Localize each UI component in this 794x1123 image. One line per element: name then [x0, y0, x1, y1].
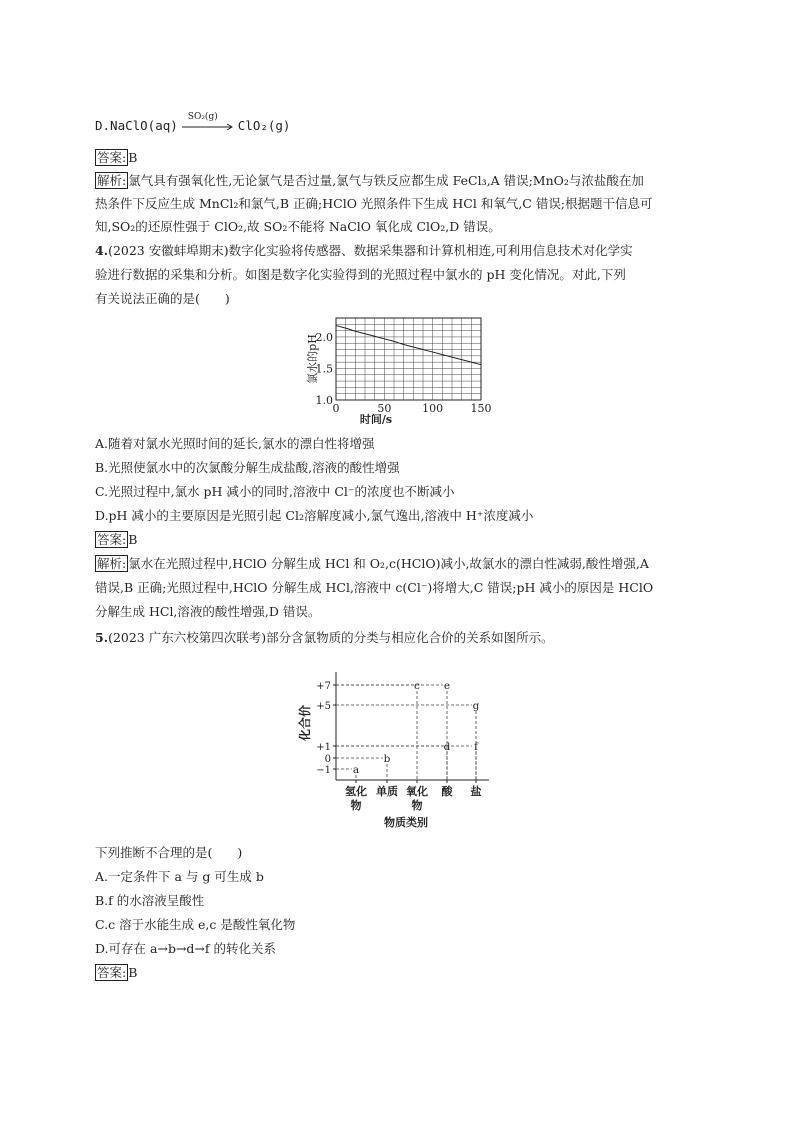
answer-label: 答案:: [97, 532, 127, 547]
x-tick-label: 100: [422, 402, 444, 415]
q3-analysis-line-3: 知,SO₂的还原性强于 ClO₂,故 SO₂不能将 NaClO 氧化成 ClO₂,D 错误。: [95, 219, 501, 234]
point-label-e: e: [443, 680, 451, 692]
q5-option-c: C.c 溶于水能生成 e,c 是酸性氧化物: [95, 917, 296, 932]
answer-label: 答案:: [97, 965, 127, 980]
answer-value: B: [128, 532, 138, 547]
point-label-d: d: [443, 741, 451, 753]
point-label-f: f: [474, 741, 478, 753]
x-tick-label: 50: [377, 402, 392, 415]
q4-stem-line-2: 验进行数据的采集和分析。如图是数字化实验得到的光照过程中氯水的 pH 变化情况。对此,下列: [95, 267, 626, 282]
x-tick-label: 150: [470, 402, 492, 415]
answer-value: B: [128, 965, 138, 980]
arrow-condition: SO₂(g): [187, 111, 218, 122]
x-category-label: 物: [350, 799, 362, 812]
analysis-label: 解析:: [97, 556, 127, 571]
option-d-product: ClO₂(g): [237, 118, 291, 133]
point-label-c: c: [414, 680, 420, 692]
point-label-a: a: [352, 764, 360, 776]
reaction-arrow: [182, 111, 234, 133]
q3-option-d: [95, 111, 291, 134]
x-axis-label: 时间/s: [359, 413, 393, 424]
q3-answer: [95, 150, 137, 166]
x-category-label: 氢化: [345, 785, 367, 798]
q5-option-b: B.f 的水溶液呈酸性: [95, 893, 205, 908]
y-tick-label: 2.0: [315, 330, 333, 344]
q5-option-d: D.可存在 a→b→d→f 的转化关系: [95, 941, 277, 956]
y-tick-label: +7: [316, 681, 331, 692]
q4-option-d: D.pH 减小的主要原因是光照引起 Cl₂溶解度减小,氯气逸出,溶液中 H⁺浓度减小: [95, 508, 534, 523]
x-axis-label: 物质类别: [384, 816, 428, 829]
q4-stem-line-1: [95, 243, 633, 259]
q5-option-a: A.一定条件下 a 与 g 可生成 b: [95, 869, 264, 884]
q4-analysis-line-1: [95, 556, 649, 572]
point-label-g: g: [472, 700, 480, 712]
ph-line-chart: [296, 312, 496, 424]
q4-stem-line-3: 有关说法正确的是( ): [95, 291, 230, 306]
q4-analysis-line-3: 分解生成 HCl,溶液的酸性增强,D 错误。: [95, 604, 321, 619]
y-tick-label: 0: [324, 754, 331, 765]
y-tick-label: 1.0: [315, 394, 333, 407]
x-category-label: 物: [411, 799, 423, 812]
x-category-label: 单质: [376, 785, 398, 798]
q4-analysis-line-2: 错误,B 正确;光照过程中,HClO 分解生成 HCl,溶液中 c(Cl⁻)将增大,C 错误;pH 减小的原因是 HClO: [95, 580, 654, 595]
analysis-text: 氯气具有强氧化性,无论氯气是否过量,氯气与铁反应都生成 FeCl₃,A 错误;MnO₂与浓盐酸在加: [128, 173, 644, 188]
x-category-label: 酸: [441, 785, 453, 798]
valence-category-chart: [296, 652, 506, 832]
option-d-reactant: D.NaClO(aq): [95, 118, 178, 133]
q5-stem: [95, 630, 554, 646]
x-category-label: 盐: [470, 785, 482, 798]
stem-text: (2023 安徽蚌埠期末)数字化实验将传感器、数据采集器和计算机相连,可利用信息技术对化学实: [108, 243, 633, 258]
question-number: 4.: [95, 243, 109, 258]
arrow-icon: [182, 121, 234, 133]
y-axis-label: 化合价: [298, 704, 312, 742]
stem-text: (2023 广东六校第四次联考)部分含氯物质的分类与相应化合价的关系如图所示。: [108, 630, 554, 645]
x-tick-label: 0: [332, 402, 340, 415]
analysis-label: 解析:: [97, 173, 127, 188]
q5-answer: [95, 965, 137, 981]
q3-analysis-line-1: [95, 173, 644, 189]
q4-option-a: A.随着对氯水光照时间的延长,氯水的漂白性将增强: [95, 436, 375, 451]
q5-question: 下列推断不合理的是( ): [95, 845, 243, 860]
q4-option-c: C.光照过程中,氯水 pH 减小的同时,溶液中 Cl⁻的浓度也不断减小: [95, 484, 455, 499]
x-category-label: 氧化: [406, 785, 428, 798]
point-label-b: b: [383, 753, 391, 765]
question-number: 5.: [95, 630, 109, 645]
analysis-text: 氯水在光照过程中,HClO 分解生成 HCl 和 O₂,c(HClO)减小,故氯水的漂白性减弱,酸性增强,A: [128, 556, 649, 571]
q4-answer: [95, 532, 137, 548]
y-tick-label: −1: [316, 765, 331, 776]
q4-option-b: B.光照使氯水中的次氯酸分解生成盐酸,溶液的酸性增强: [95, 460, 400, 475]
y-tick-label: +1: [316, 742, 331, 753]
y-axis-label: 氯水的pH: [306, 334, 319, 384]
y-tick-label: +5: [316, 701, 331, 712]
q3-analysis-line-2: 热条件下反应生成 MnCl₂和氯气,B 正确;HClO 光照条件下生成 HCl 和氧气,C 错误;根据题干信息可: [95, 196, 653, 211]
y-tick-label: 1.5: [315, 362, 333, 376]
answer-value: B: [128, 150, 138, 165]
ph-series-line: [336, 326, 481, 365]
answer-label: 答案:: [97, 150, 127, 165]
